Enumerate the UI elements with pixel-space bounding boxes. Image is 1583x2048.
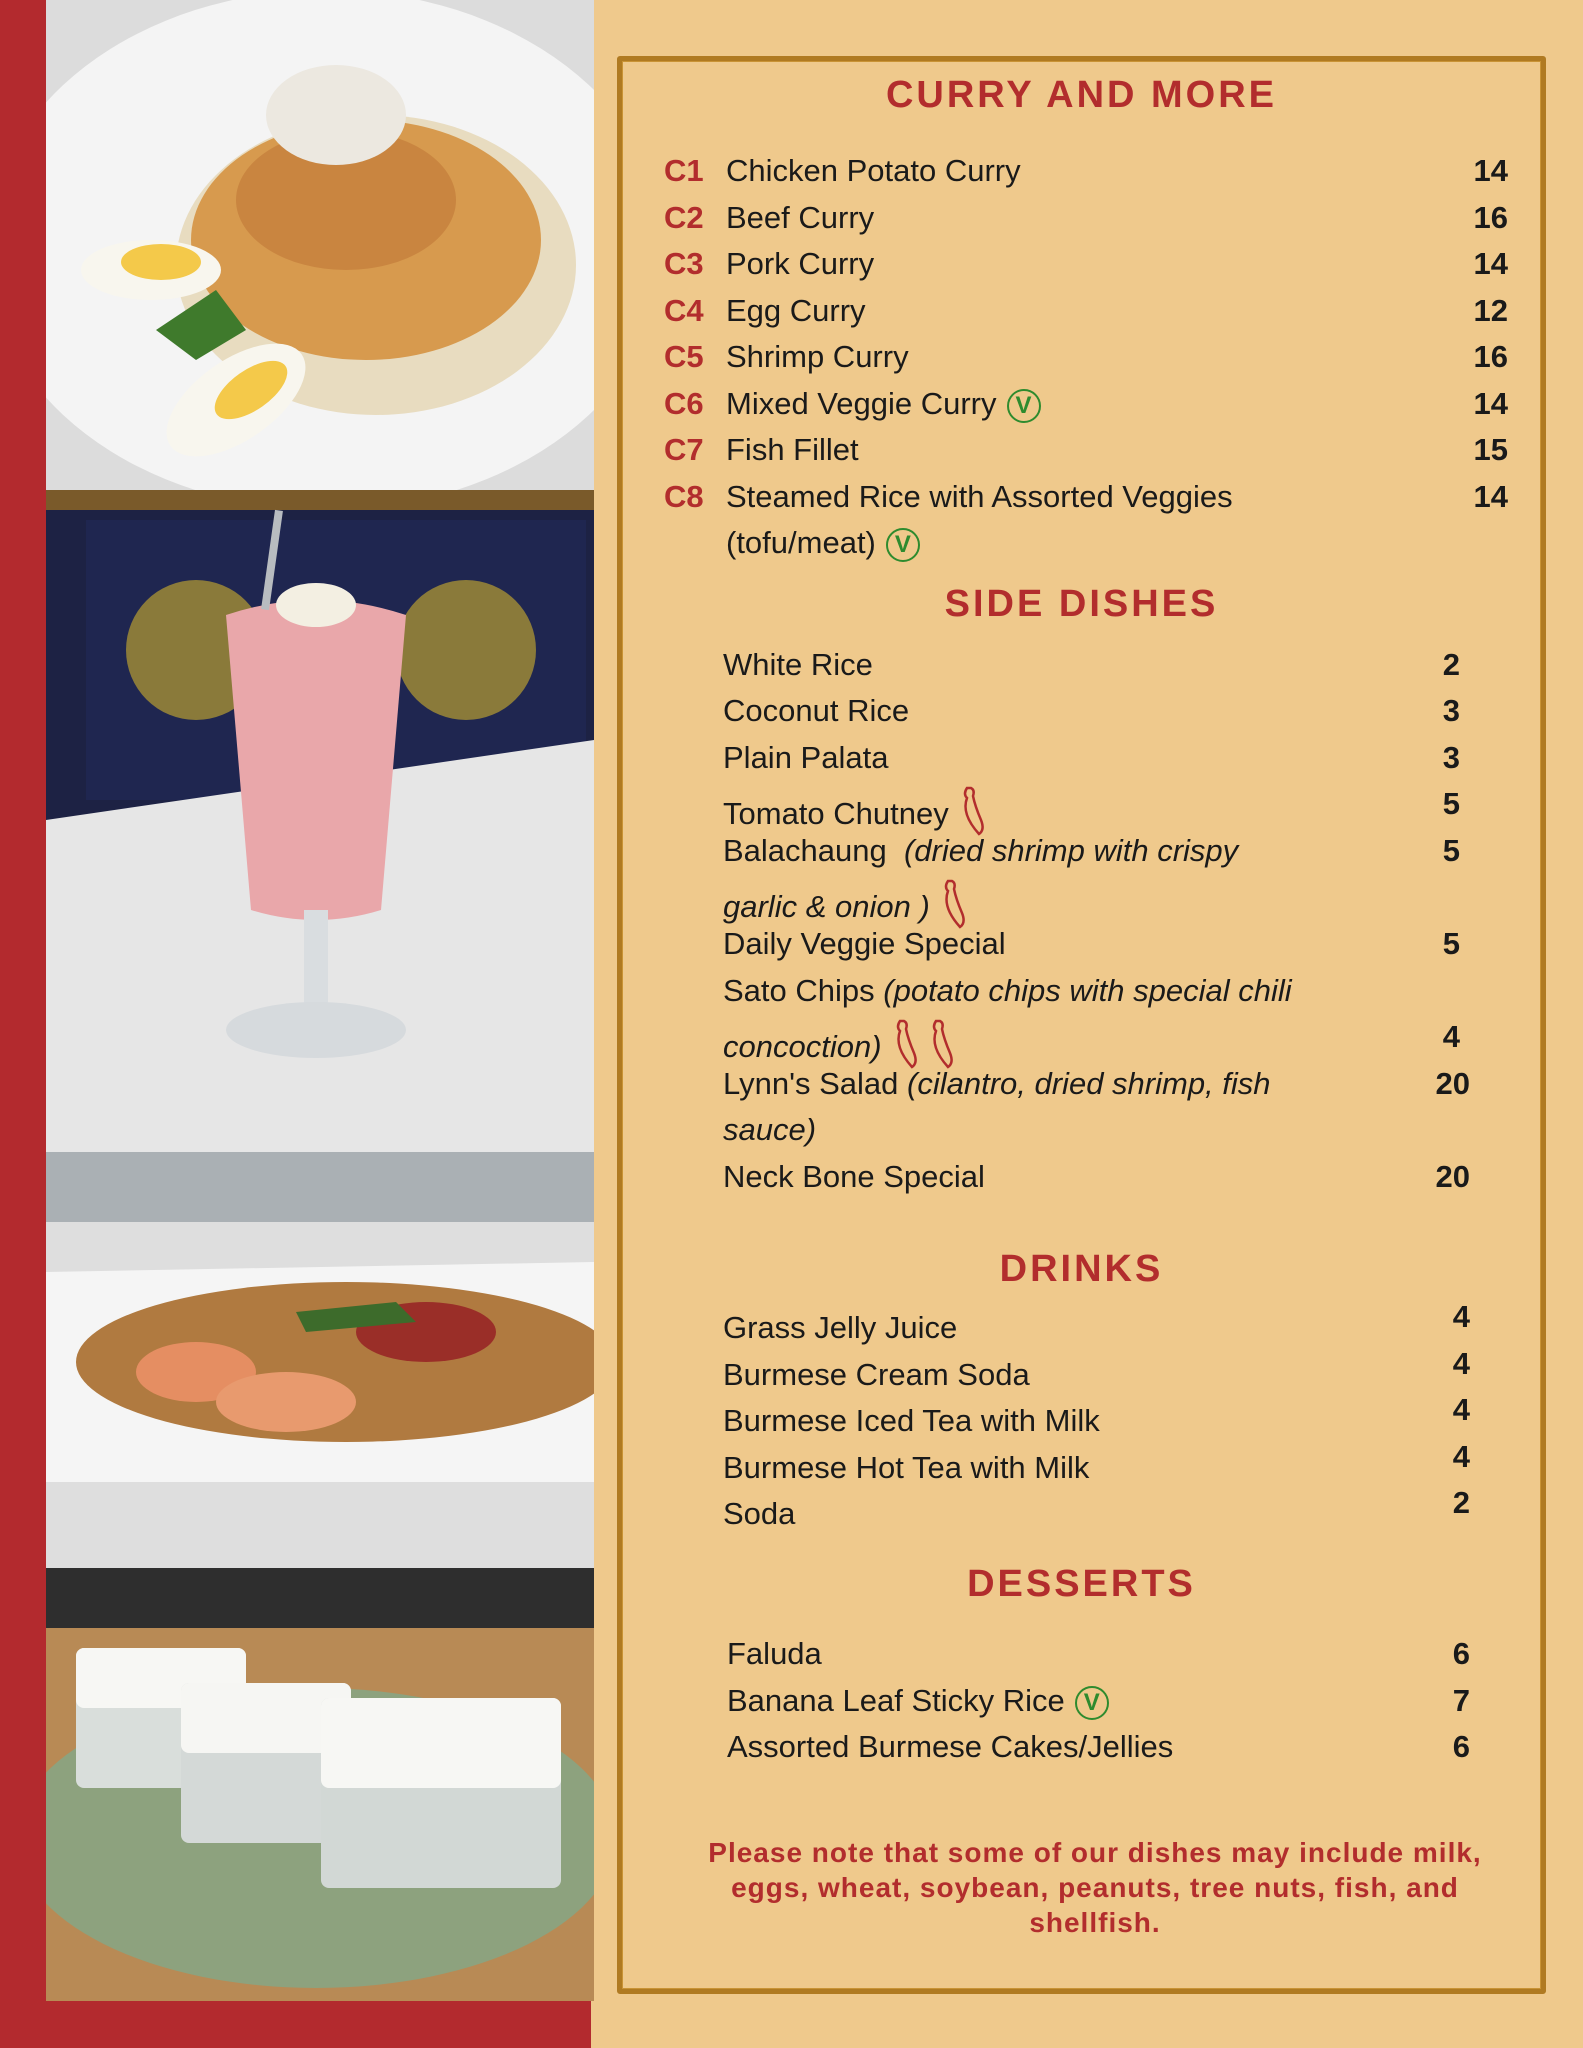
side-item-price: 2 <box>1442 647 1460 682</box>
curry-item-price: 16 <box>1473 200 1508 235</box>
curry-item-row <box>726 151 1021 191</box>
curry-item-price: 14 <box>1473 386 1508 421</box>
curry-item-row <box>726 384 1041 424</box>
curry-item-name: Egg Curry <box>726 293 866 328</box>
curry-item-code: C7 <box>664 432 704 467</box>
side-item-price: 20 <box>1435 1066 1470 1101</box>
curry-item-row <box>726 198 874 238</box>
dessert-item-row <box>727 1681 1109 1721</box>
allergy-note: Please note that some of our dishes may include milk, eggs, wheat, soybean, peanuts, tree nuts, fish, and shellfish. <box>708 1837 1482 1938</box>
side-item-price: 5 <box>1442 833 1460 868</box>
side-item-name: Daily Veggie Special <box>723 926 1006 961</box>
side-item-desc: (dried shrimp with crispy <box>903 833 1239 868</box>
dessert-item-name: Assorted Burmese Cakes/Jellies <box>727 1729 1174 1764</box>
curry-item-name: Mixed Veggie Curry <box>726 386 997 421</box>
side-item-price: 5 <box>1442 926 1460 961</box>
side-item-price: 3 <box>1442 693 1460 728</box>
curry-item-price: 14 <box>1473 479 1508 514</box>
side-item-name: Sato Chips <box>723 973 875 1008</box>
side-item-price: 4 <box>1442 1019 1460 1054</box>
drink-item-name: Burmese Cream Soda <box>723 1357 1030 1392</box>
drink-item-name: Burmese Hot Tea with Milk <box>723 1450 1090 1485</box>
curry-item-code: C4 <box>664 293 704 328</box>
side-item-name: Neck Bone Special <box>723 1159 985 1194</box>
curry-item-code: C6 <box>664 386 704 421</box>
side-item-name: White Rice <box>723 647 873 682</box>
vegetarian-icon: V <box>886 528 920 562</box>
curry-item-price: 15 <box>1473 432 1508 467</box>
drink-item-price: 4 <box>1452 1392 1470 1427</box>
dessert-item-price: 7 <box>1452 1683 1470 1718</box>
left-red-strip <box>0 0 46 2048</box>
side-dishes-title: SIDE DISHES <box>944 583 1219 625</box>
side-item-name: Tomato Chutney <box>723 796 949 832</box>
drink-item-price: 2 <box>1452 1485 1470 1520</box>
curry-item-code: C8 <box>664 479 704 514</box>
curry-item-price: 14 <box>1473 246 1508 281</box>
curry-item-name: (tofu/meat) <box>726 525 876 560</box>
side-item-name: Coconut Rice <box>723 693 910 728</box>
drinks-title: DRINKS <box>999 1248 1164 1290</box>
curry-item-row <box>726 291 866 331</box>
drink-item-price: 4 <box>1452 1346 1470 1381</box>
side-item-desc: sauce) <box>723 1112 817 1147</box>
side-item-desc: (cilantro, dried shrimp, fish <box>907 1066 1271 1101</box>
curry-item-name: Steamed Rice with Assorted Veggies <box>726 479 1233 514</box>
side-item-name: Lynn's Salad <box>723 1066 899 1101</box>
drink-item-name: Soda <box>723 1496 796 1531</box>
side-item-price: 20 <box>1435 1159 1470 1194</box>
seafood-noodle-photo <box>46 1152 594 1568</box>
curry-item-price: 14 <box>1473 153 1508 188</box>
side-item-name: Balachaung <box>723 833 887 868</box>
curry-item-price: 12 <box>1473 293 1508 328</box>
curry-item-row-cont <box>726 523 920 563</box>
side-item-desc: garlic & onion ) <box>723 889 930 925</box>
curry-item-price: 16 <box>1473 339 1508 374</box>
side-item-name: Plain Palata <box>723 740 889 775</box>
dessert-item-name: Banana Leaf Sticky Rice <box>727 1683 1065 1718</box>
desserts-title: DESSERTS <box>967 1563 1196 1605</box>
curry-item-name: Shrimp Curry <box>726 339 909 374</box>
drink-item-name: Burmese Iced Tea with Milk <box>723 1403 1100 1438</box>
dessert-item-name: Faluda <box>727 1636 822 1671</box>
vegetarian-icon: V <box>1007 389 1041 423</box>
side-item-desc: (potato chips with special chili <box>883 973 1292 1008</box>
drink-item-price: 4 <box>1452 1439 1470 1474</box>
curry-item-code: C5 <box>664 339 704 374</box>
curry-section-title: CURRY AND MORE <box>885 74 1278 116</box>
curry-item-code: C3 <box>664 246 704 281</box>
bottom-red-strip <box>0 2001 591 2048</box>
drink-item-price: 4 <box>1452 1299 1470 1334</box>
side-item-row-cont <box>723 1110 816 1150</box>
vegetarian-icon: V <box>1075 1686 1109 1720</box>
side-item-row <box>723 831 1238 871</box>
noodle-dish-photo <box>46 0 594 490</box>
curry-item-code: C1 <box>664 153 704 188</box>
side-item-price: 3 <box>1442 740 1460 775</box>
curry-item-code: C2 <box>664 200 704 235</box>
curry-item-row <box>726 430 859 470</box>
faluda-drink-photo <box>46 490 594 1152</box>
curry-item-name: Beef Curry <box>726 200 875 235</box>
curry-item-name: Fish Fillet <box>726 432 859 467</box>
curry-item-row <box>726 244 874 284</box>
side-item-desc: concoction) <box>723 1029 882 1065</box>
side-item-row <box>723 1064 1271 1104</box>
curry-item-row <box>726 477 1233 517</box>
coconut-jelly-photo <box>46 1568 594 2001</box>
dessert-item-price: 6 <box>1452 1636 1470 1671</box>
drink-item-name: Grass Jelly Juice <box>723 1310 958 1345</box>
curry-item-row <box>726 337 909 377</box>
dessert-item-price: 6 <box>1452 1729 1470 1764</box>
side-item-row <box>723 971 1292 1011</box>
side-item-price: 5 <box>1442 786 1460 821</box>
curry-item-name: Pork Curry <box>726 246 875 281</box>
curry-item-name: Chicken Potato Curry <box>726 153 1021 188</box>
